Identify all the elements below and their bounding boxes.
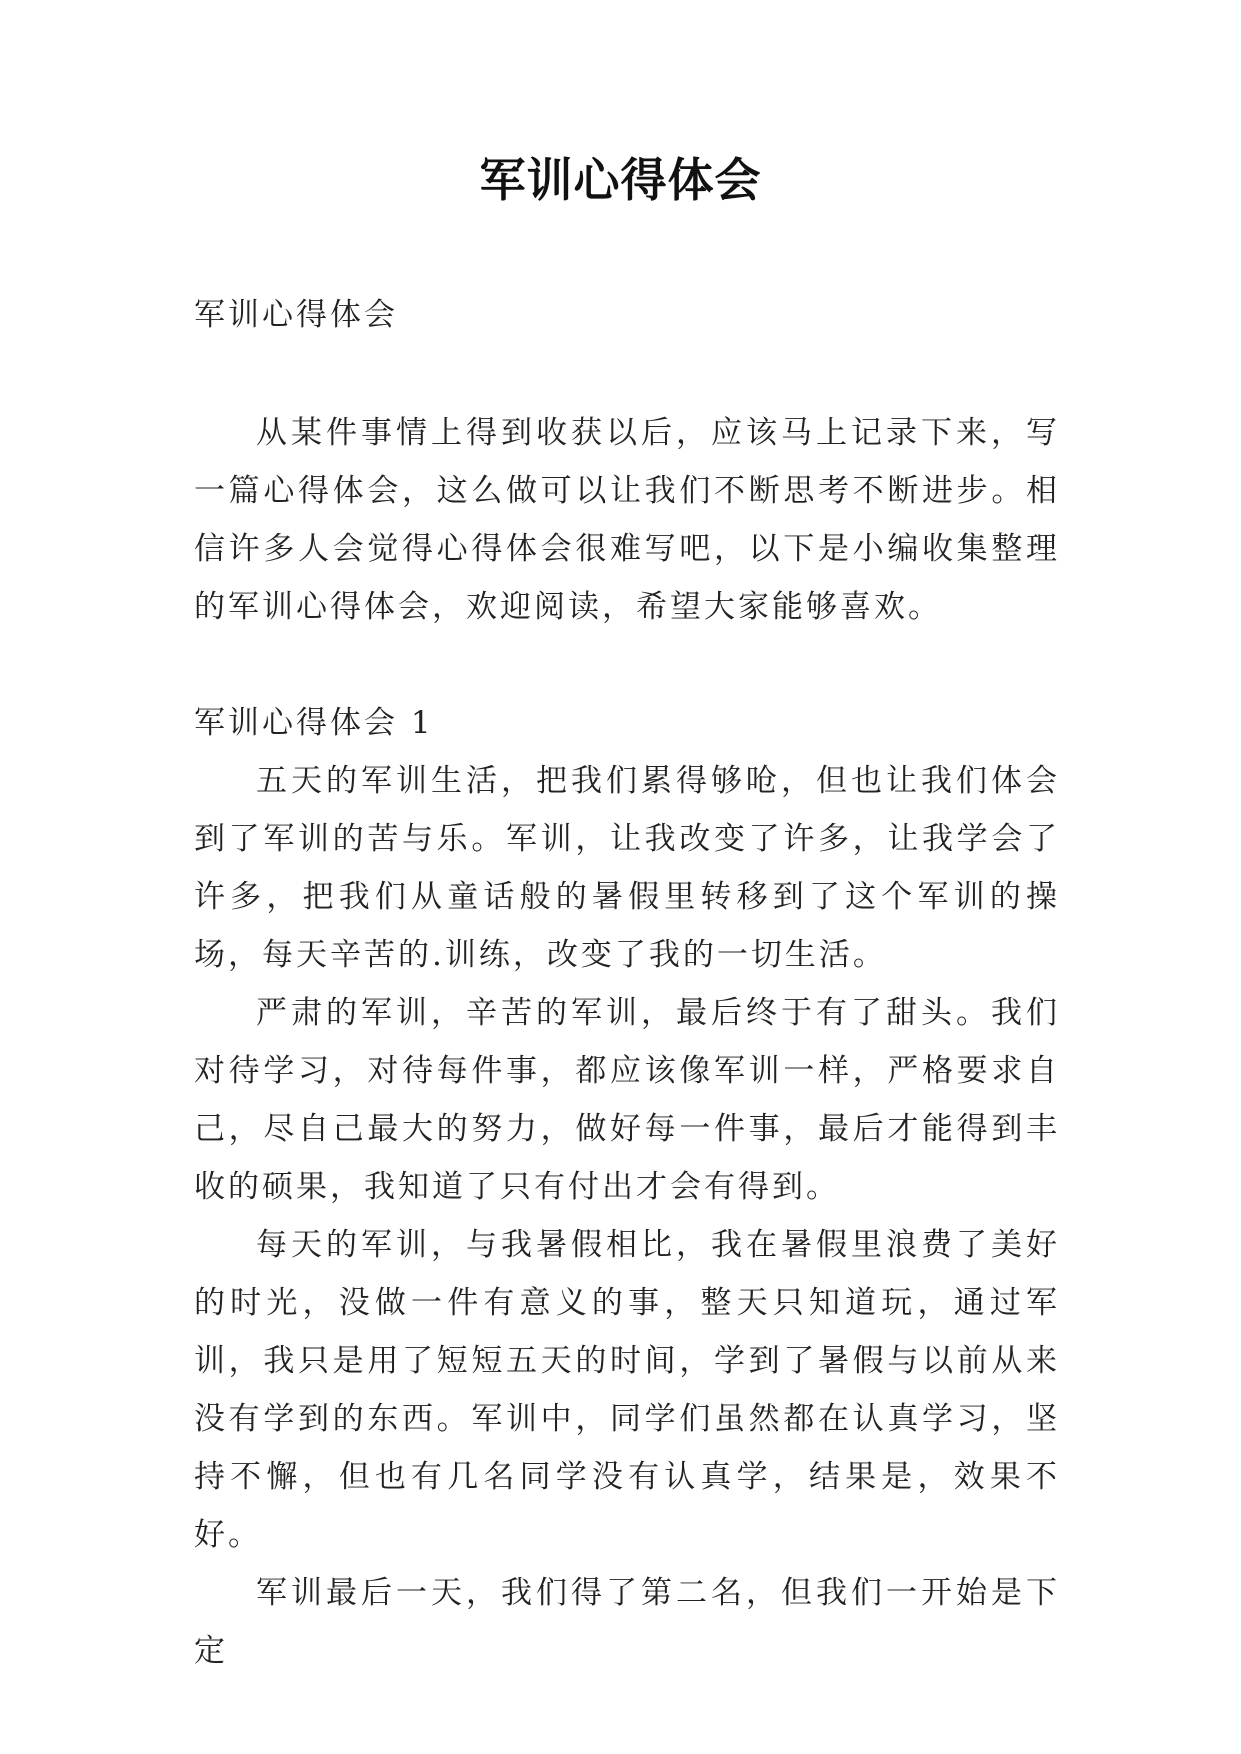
body-paragraph: 五天的军训生活，把我们累得够呛，但也让我们体会到了军训的苦与乐。军训，让我改变了许多，让我学会了许多，把我们从童话般的暑假里转移到了这个军训的操场，每天辛苦的.训练，改变了我的一切生活。 — [194, 763, 1060, 973]
body-paragraph: 严肃的军训，辛苦的军训，最后终于有了甜头。我们对待学习，对待每件事，都应该像军训一样，严格要求自己，尽自己最大的努力，做好每一件事，最后才能得到丰收的硕果，我知道了只有付出才会有得到。 — [194, 995, 1060, 1205]
spacer — [194, 344, 1060, 404]
document-body — [194, 286, 1060, 1680]
document-title: 军训心得体会 — [479, 153, 762, 207]
intro-paragraph: 从某件事情上得到收获以后，应该马上记录下来，写一篇心得体会，这么做可以让我们不断思考不断进步。相信许多人会觉得心得体会很难写吧，以下是小编收集整理的军训心得体会，欢迎阅读，希望大家能够喜欢。 — [194, 415, 1060, 625]
spacer — [194, 636, 1060, 694]
document-subtitle: 军训心得体会 — [194, 297, 398, 333]
body-paragraph: 每天的军训，与我暑假相比，我在暑假里浪费了美好的时光，没做一件有意义的事，整天只知道玩，通过军训，我只是用了短短五天的时间，学到了暑假与以前从来没有学到的东西。军训中，同学们虽然都在认真学习，坚持不懈，但也有几名同学没有认真学，结果是，效果不好。 — [194, 1227, 1060, 1553]
section-heading: 军训心得体会 1 — [194, 705, 434, 741]
body-paragraph: 军训最后一天，我们得了第二名，但我们一开始是下定 — [194, 1575, 1060, 1669]
